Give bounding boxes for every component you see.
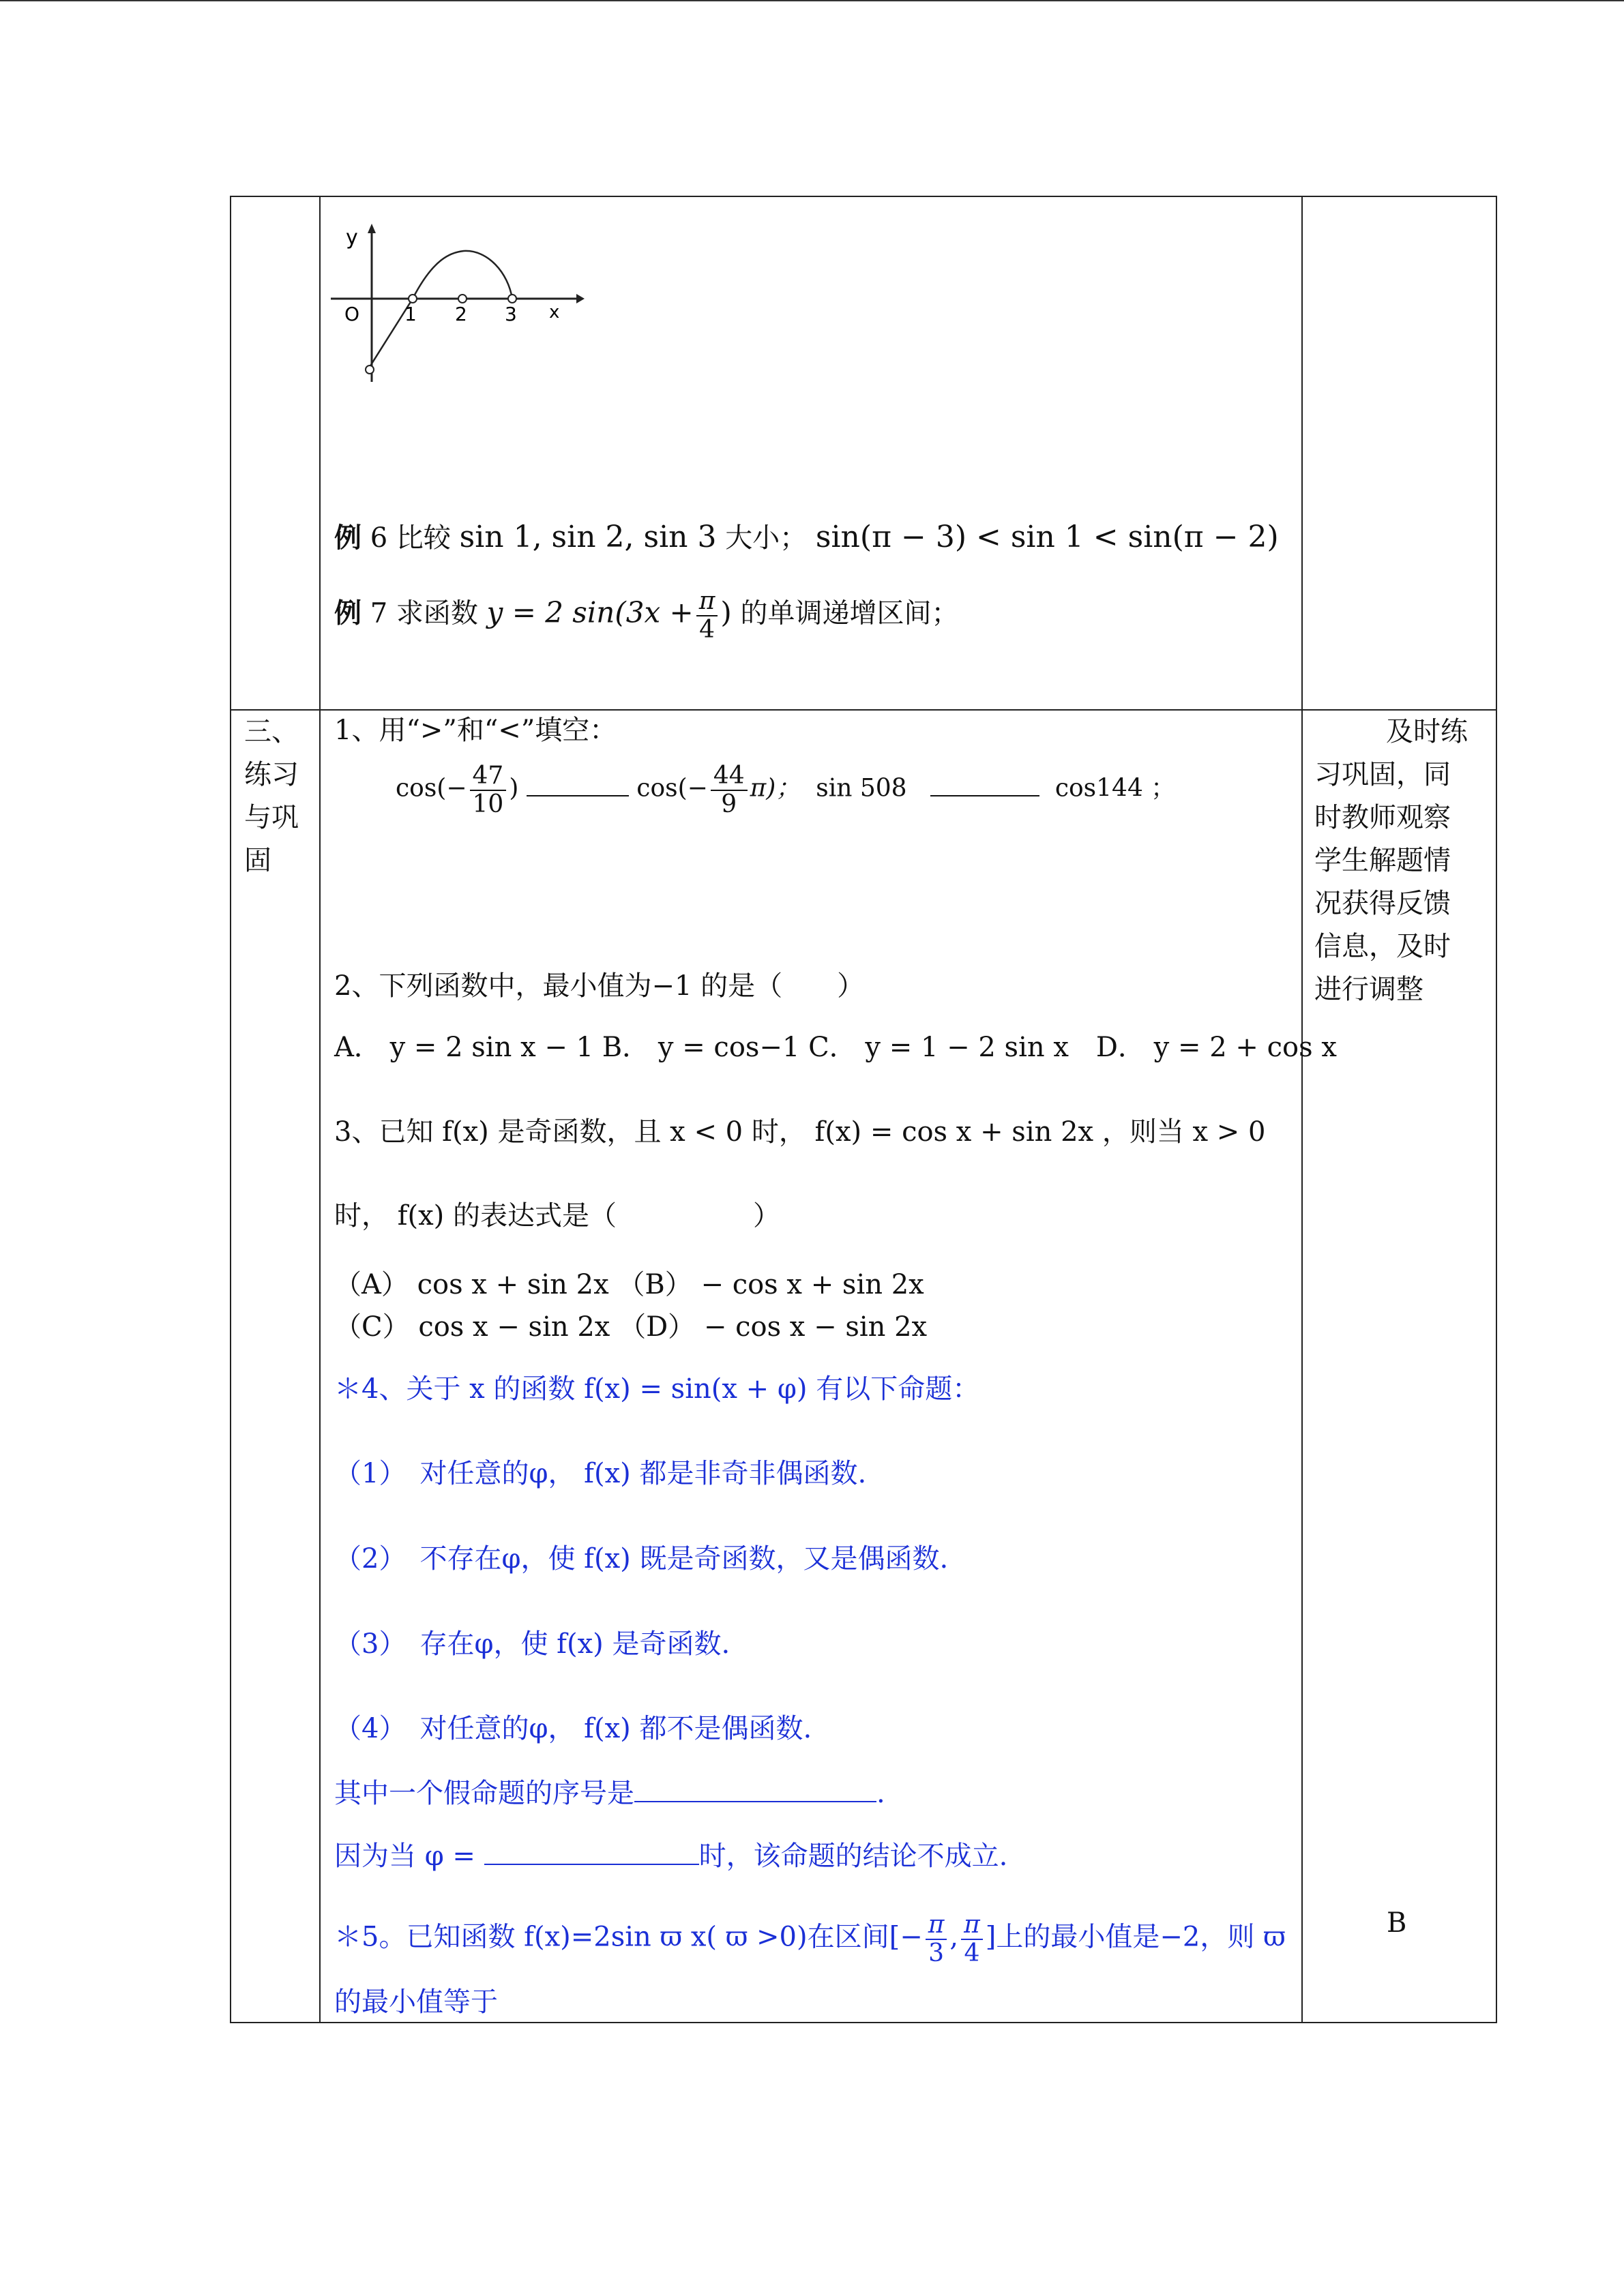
notes-line-3: 时教师观察 bbox=[1314, 802, 1451, 833]
q4-false-post: . bbox=[876, 1778, 885, 1809]
ex6-args: sin 1, sin 2, sin 3 bbox=[459, 520, 717, 554]
column-divider-1 bbox=[319, 197, 321, 2022]
y-axis-label: y bbox=[346, 226, 358, 250]
q4-false-blank[interactable] bbox=[634, 1801, 876, 1802]
notes-line-6: 信息，及时 bbox=[1314, 931, 1451, 962]
section-label-4: 固 bbox=[244, 845, 271, 876]
q1-a-num: 47 bbox=[470, 762, 507, 791]
ex7-label: 例 bbox=[334, 597, 361, 629]
notes-line-2: 习巩固，同 bbox=[1314, 759, 1451, 790]
q5-frac2-num: π bbox=[961, 1911, 983, 1940]
tick-1: 1 bbox=[404, 303, 417, 325]
q4-because-pre: 因为当 φ = bbox=[334, 1840, 475, 1872]
q5-mid: , bbox=[949, 1921, 959, 1953]
q5-pre: ＊5。已知函数 f(x)=2sin ϖ x( ϖ >0)在区间[− bbox=[334, 1921, 923, 1953]
ex7-frac-num: π bbox=[696, 588, 718, 616]
q5-frac1-num: π bbox=[926, 1911, 947, 1940]
q1-a-den: 10 bbox=[472, 790, 504, 818]
q4-proposition-2: （2） 不存在φ，使 f(x) 既是奇函数，又是偶函数. bbox=[334, 1543, 949, 1575]
ex7-func-pre: y = 2 sin(3x + bbox=[486, 595, 694, 629]
ex7-tail: 的单调递增区间； bbox=[740, 597, 959, 629]
q1-b-pre: cos(− bbox=[636, 774, 708, 803]
q1-c: sin 508 bbox=[816, 774, 907, 803]
ex6-text: 比较 bbox=[396, 522, 451, 554]
q1-a-post: ) bbox=[509, 774, 519, 803]
ex7-func-post: ) bbox=[720, 595, 732, 629]
q1-b-post: π)； bbox=[750, 774, 801, 803]
q5-line-2: 的最小值等于 bbox=[334, 1986, 498, 2018]
ex7-text: 求函数 bbox=[396, 597, 478, 629]
q1-d: cos144 ； bbox=[1054, 774, 1176, 803]
q4-because-line bbox=[334, 1840, 1007, 1873]
q1-blank-1[interactable] bbox=[527, 795, 629, 796]
ex6-ineq: sin(π − 3) < sin 1 < sin(π − 2) bbox=[815, 520, 1279, 554]
q5-frac1-den: 3 bbox=[928, 1939, 945, 1967]
section-label-1: 三、 bbox=[244, 716, 299, 747]
q1-a-pre: cos(− bbox=[396, 774, 467, 803]
page-top-rule bbox=[0, 0, 1624, 1]
q4-because-blank[interactable] bbox=[484, 1864, 699, 1865]
notes-line-7: 进行调整 bbox=[1314, 974, 1423, 1005]
origin-label: O bbox=[344, 303, 360, 325]
q5-frac2-den: 4 bbox=[964, 1939, 980, 1967]
q2-prompt: 2、下列函数中，最小值为−1 的是（ ） bbox=[334, 970, 865, 1002]
tick-2: 2 bbox=[455, 303, 467, 325]
q3-line-2: 时， f(x) 的表达式是（ ） bbox=[334, 1200, 781, 1232]
tick-3: 3 bbox=[505, 303, 517, 325]
ex6-label: 例 bbox=[334, 522, 361, 554]
notes-line-5: 况获得反馈 bbox=[1314, 888, 1451, 919]
notes-line-4: 学生解题情 bbox=[1314, 845, 1451, 876]
sine-graph bbox=[331, 218, 610, 392]
q1-expressions bbox=[396, 762, 1175, 818]
q4-prompt: ＊4、关于 x 的函数 f(x) = sin(x + φ) 有以下命题： bbox=[334, 1373, 980, 1405]
ex7-frac-den: 4 bbox=[699, 615, 715, 644]
section-label-2: 练习 bbox=[244, 759, 299, 790]
answer-b: B bbox=[1387, 1907, 1407, 1939]
q5-post: ]上的最小值是−2，则 ϖ bbox=[985, 1921, 1286, 1953]
x-axis-label: x bbox=[549, 302, 560, 323]
q3-line-1: 3、已知 f(x) 是奇函数，且 x < 0 时， f(x) = cos x + sin 2x ，则当 x > 0 bbox=[334, 1116, 1266, 1148]
column-divider-2 bbox=[1301, 197, 1303, 2022]
lesson-table bbox=[230, 196, 1497, 2023]
example-6 bbox=[334, 520, 1279, 556]
q1-prompt: 1、用“>”和“<”填空： bbox=[334, 715, 617, 746]
notes-line-1: 及时练 bbox=[1386, 716, 1468, 747]
row-divider bbox=[231, 709, 1496, 711]
ex7-num: 7 bbox=[370, 597, 388, 629]
q1-blank-2[interactable] bbox=[930, 795, 1039, 796]
q4-proposition-3: （3） 存在φ，使 f(x) 是奇函数. bbox=[334, 1628, 730, 1660]
q4-proposition-4: （4） 对任意的φ， f(x) 都不是偶函数. bbox=[334, 1713, 812, 1744]
q1-b-den: 9 bbox=[721, 790, 737, 818]
teaching-notes bbox=[1314, 711, 1485, 1011]
q1-b-num: 44 bbox=[711, 762, 748, 791]
q4-false-line bbox=[334, 1777, 885, 1810]
section-label bbox=[244, 711, 299, 882]
q3-options-cd: （C） cos x − sin 2x （D） − cos x − sin 2x bbox=[334, 1311, 928, 1343]
q5-line-1 bbox=[334, 1911, 1286, 1967]
q4-false-pre: 其中一个假命题的序号是 bbox=[334, 1778, 634, 1809]
section-label-3: 与巩 bbox=[244, 802, 299, 833]
q2-options: A． y = 2 sin x − 1 B． y = cos−1 C． y = 1 − 2 sin x D． y = 2 + cos x bbox=[334, 1032, 1337, 1063]
ex6-num: 6 bbox=[370, 522, 388, 554]
curve bbox=[370, 251, 512, 367]
ex6-tail: 大小； bbox=[725, 522, 808, 554]
q4-because-post: 时，该命题的结论不成立. bbox=[698, 1840, 1008, 1872]
q4-proposition-1: （1） 对任意的φ， f(x) 都是非奇非偶函数. bbox=[334, 1458, 867, 1489]
example-7 bbox=[334, 588, 958, 643]
q3-options-ab: （A） cos x + sin 2x （B） − cos x + sin 2x bbox=[334, 1269, 924, 1300]
